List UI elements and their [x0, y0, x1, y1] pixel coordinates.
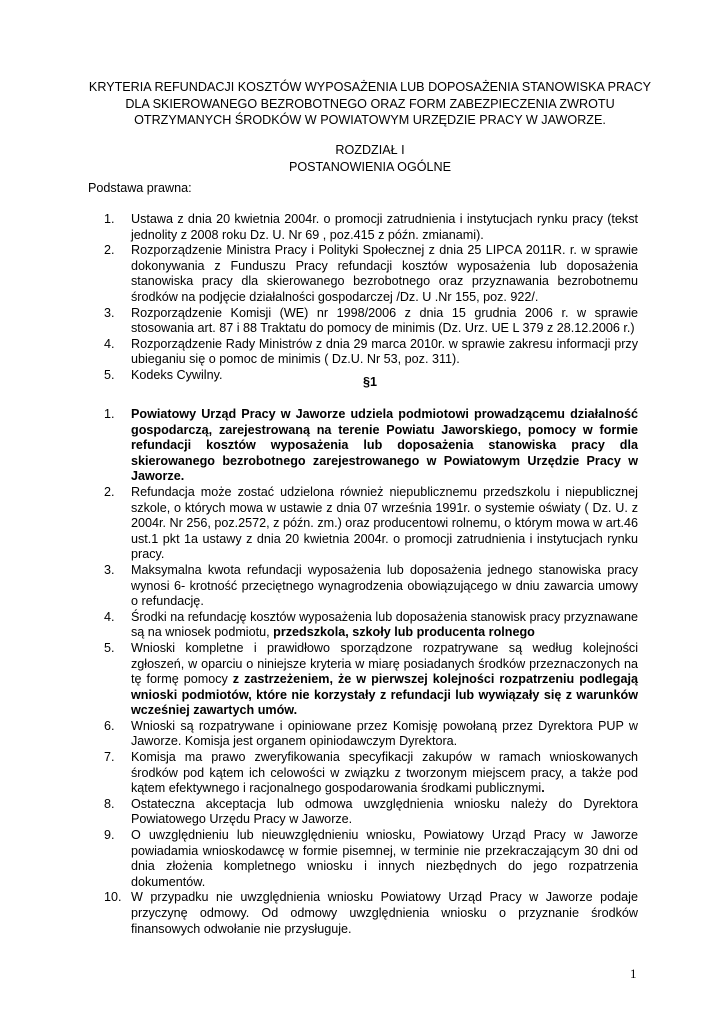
paragraph-item	[88, 641, 638, 719]
item-text-bold: z zastrzeżeniem, że w pierwszej kolejności rozpatrzeniu podlegają wnioski podmiotów, które nie korzystały z refundacji lub wywiązały się z warunków wcześniej zawartych umów.	[131, 672, 639, 718]
item-text: Wnioski są rozpatrywane i opiniowane przez Komisję powołaną przez Dyrektora PUP w Jaworze. Komisja jest organem opiniodawczym Dyrektora.	[131, 718, 638, 749]
item-text: Ostateczna akceptacja lub odmowa uwzględnienia wniosku należy do Dyrektora Powiatowego Urzędu Pracy w Jaworze.	[131, 796, 638, 827]
item-number: 3.	[104, 562, 115, 577]
item-number: 4.	[104, 336, 115, 351]
paragraph-item	[88, 610, 638, 641]
item-text: Wnioski kompletne i prawidłowo sporządzone rozpatrywane są według kolejności zgłoszeń, w oparciu o niniejsze kryteria w miarę posiadanych środków przeznaczonych na tę formę pomocy	[131, 640, 638, 687]
paragraph-item	[88, 407, 638, 485]
item-number: 1.	[104, 212, 115, 226]
chapter-name: POSTANOWIENIA OGÓLNE	[288, 159, 452, 174]
item-text-bold: .	[541, 781, 545, 796]
item-text: Maksymalna kwota refundacji wyposażenia lub doposażenia jednego stanowiska pracy wynosi 6- krotność przeciętnego wynagrodzenia obowiązującego w dniu zawarcia umowy o refundację.	[131, 562, 638, 609]
item-number: 5.	[104, 367, 115, 382]
item-text: Rozporządzenie Komisji (WE) nr 1998/2006 z dnia 15 grudnia 2006 r. w sprawie stosowania art. 87 i 88 Traktatu do pomocy de minimis (Dz. Urz. UE L 379 z 28.12.2006 r.)	[131, 305, 638, 336]
item-number: 2.	[104, 484, 115, 499]
item-number: 3.	[104, 305, 115, 320]
item-text-bold: przedszkola, szkoły lub producenta rolnego	[273, 625, 535, 640]
item-number: 2.	[104, 243, 115, 258]
item-text: O uwzględnieniu lub nieuwzględnieniu wniosku, Powiatowy Urząd Pracy w Jaworze powiadamia wnioskodawcę w formie pisemnej, w terminie nie przekraczającym 30 dni od dnia złożenia kompletnego wniosku i innych niezbędnych do jego rozpatrzenia dokumentów.	[131, 828, 638, 889]
item-number: 4.	[104, 609, 115, 624]
section-paragraph-list	[88, 407, 638, 937]
paragraph-item	[88, 719, 638, 750]
item-number: 5.	[104, 640, 115, 655]
item-text: Środki na refundację kosztów wyposażenia lub doposażenia stanowisk pracy przyznawane są na wniosek podmiotu,	[131, 609, 638, 640]
legal-basis-label: Podstawa prawna:	[88, 181, 192, 195]
item-text: Komisja ma prawo zweryfikowania specyfikacji zakupów w ramach wnioskowanych środków pod kątem ich celowości w związku z tworzonym miejscem pracy, a także pod kątem efektywnego i racjonalnego gospodarowania środkami publicznymi	[131, 750, 638, 796]
item-text: Rozporządzenie Ministra Pracy i Polityki Społecznej z dnia 25 LIPCA 2011R. r. w sprawie dokonywania z Funduszu Pracy refundacji kosztów wyposażenia lub doposażenia stanowiska pracy dla skierowanego bezrobotnego oraz przyznawania bezrobotnemu środków na podjęcie działalności gospodarczej /Dz. U .Nr 155, poz. 922/.	[131, 243, 638, 304]
paragraph-item	[88, 750, 638, 797]
legal-basis-item	[88, 306, 638, 337]
item-number: 7.	[104, 750, 115, 765]
section-heading: §1	[362, 375, 377, 389]
legal-basis-item	[88, 243, 638, 305]
item-text: Rozporządzenie Rady Ministrów z dnia 29 marca 2010r. w sprawie zakresu informacji przy ubieganiu się o pomoc de minimis ( Dz.U. Nr 53, poz. 311).	[131, 336, 638, 367]
item-number: 8.	[104, 796, 115, 811]
paragraph-item	[88, 828, 638, 890]
item-number: 1.	[104, 407, 115, 421]
item-number: 6.	[104, 718, 115, 733]
item-text: Ustawa z dnia 20 kwietnia 2004r. o promocji zatrudnienia i instytucjach rynku pracy (tekst jednolity z 2008 roku Dz. U. Nr 69 , poz.415 z późn. zmianami).	[131, 212, 638, 242]
legal-basis-item	[88, 337, 638, 368]
paragraph-item	[88, 485, 638, 563]
legal-basis-item	[88, 212, 638, 243]
paragraph-item	[88, 797, 638, 828]
page-number: 1	[630, 966, 637, 981]
chapter-heading	[80, 142, 660, 175]
item-number: 9.	[104, 828, 115, 843]
item-text: Kodeks Cywilny.	[131, 367, 223, 382]
chapter-number: ROZDZIAŁ I	[335, 143, 405, 157]
paragraph-item	[88, 563, 638, 610]
item-number: 10.	[104, 890, 122, 905]
item-text: Powiatowy Urząd Pracy w Jaworze udziela podmiotowi prowadzącemu działalność gospodarczą, zarejestrowaną na terenie Powiatu Jaworskiego, pomocy w formie refundacji kosztów wyposażenia lub doposażenia stanowiska pracy dla skierowanego bezrobotnego zarejestrowanego w Powiatowym Urzędzie Pracy w Jaworze.	[131, 407, 638, 484]
document-title: KRYTERIA REFUNDACJI KOSZTÓW WYPOSAŻENIA LUB DOPOSAŻENIA STANOWISKA PRACY DLA SKIEROWANEGO BEZROBOTNEGO ORAZ FORM ZABEZPIECZENIA ZWROTU OTRZYMANYCH ŚRODKÓW W POWIATOWYM URZĘDZIE PRACY W JAWORZE.	[88, 80, 652, 127]
item-text: Refundacja może zostać udzielona również niepublicznemu przedszkolu i niepublicznej szkole, o których mowa w ustawie z dnia 07 września 1991r. o systemie oświaty ( Dz. U. z 2004r. Nr 256, poz.2572, z późn. zm.) oraz producentowi rolnemu, o którym mowa w art.46 ust.1 pkt 1a ustawy z dnia 20 kwietnia 2004r. o promocji zatrudnienia i instytucjach rynku pracy.	[131, 484, 638, 562]
item-text: W przypadku nie uwzględnienia wniosku Powiatowy Urząd Pracy w Jaworze podaje przyczynę odmowy. Od odmowy uwzględnienia wniosku o przyznanie środków finansowych odwołanie nie przysługuje.	[131, 890, 638, 936]
paragraph-item	[88, 890, 638, 937]
legal-basis-list	[88, 212, 638, 384]
